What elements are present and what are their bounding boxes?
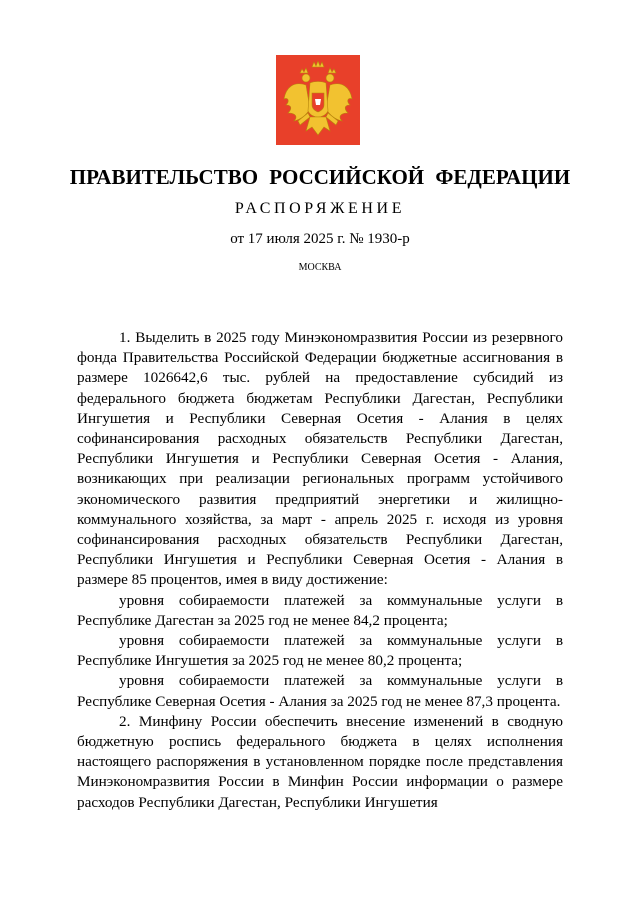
russian-coat-of-arms-icon [276,55,360,145]
document-city: МОСКВА [298,262,342,273]
paragraph-1: 1. Выделить в 2025 году Минэкономразвития России из резервного фонда Правительства Российской Федерации бюджетные ассигнования в размере 1026642,6 тыс. рублей на предоставление субсидий из федерального бюджета бюджетам Республики Дагестан, Республики Ингушетия и Республики Северная Осетия - Алания в целях софинансирования расходных обязательств Республики Дагестан, Республики Ингушетия и Республики Северная Осетия - Алания, возникающих при реализации региональных программ устойчивого экономического развития предприятий энергетики и жилищно-коммунального хозяйства, за март - апрель 2025 г. исходя из уровня софинансирования расходных обязательств Республики Дагестан, Республики Ингушетия и Республики Северная Осетия - Алания в размере 85 процентов, имея в виду достижение: [77,329,563,589]
paragraph-3: уровня собираемости платежей за коммунальные услуги в Республике Ингушетия за 2025 год не менее 80,2 процента; [77,632,563,670]
paragraph-2: уровня собираемости платежей за коммунальные услуги в Республике Дагестан за 2025 год не менее 84,2 процента; [77,591,563,629]
paragraph-4: уровня собираемости платежей за коммунальные услуги в Республике Северная Осетия - Алания за 2025 год не менее 87,3 процента. [77,672,563,710]
document-body [77,328,563,813]
paragraph-5: 2. Минфину России обеспечить внесение изменений в сводную бюджетную роспись федерального бюджета в целях исполнения настоящего распоряжения в установленном порядке после представления Минэкономразвития России в Минфин России информации о размере расходов Республики Дагестан, Республики Ингушетия [77,712,563,811]
document-date-number: от 17 июля 2025 г. № 1930-р [230,231,410,247]
document-type: РАСПОРЯЖЕНИЕ [234,200,406,217]
government-title: ПРАВИТЕЛЬСТВО РОССИЙСКОЙ ФЕДЕРАЦИИ [69,165,571,189]
